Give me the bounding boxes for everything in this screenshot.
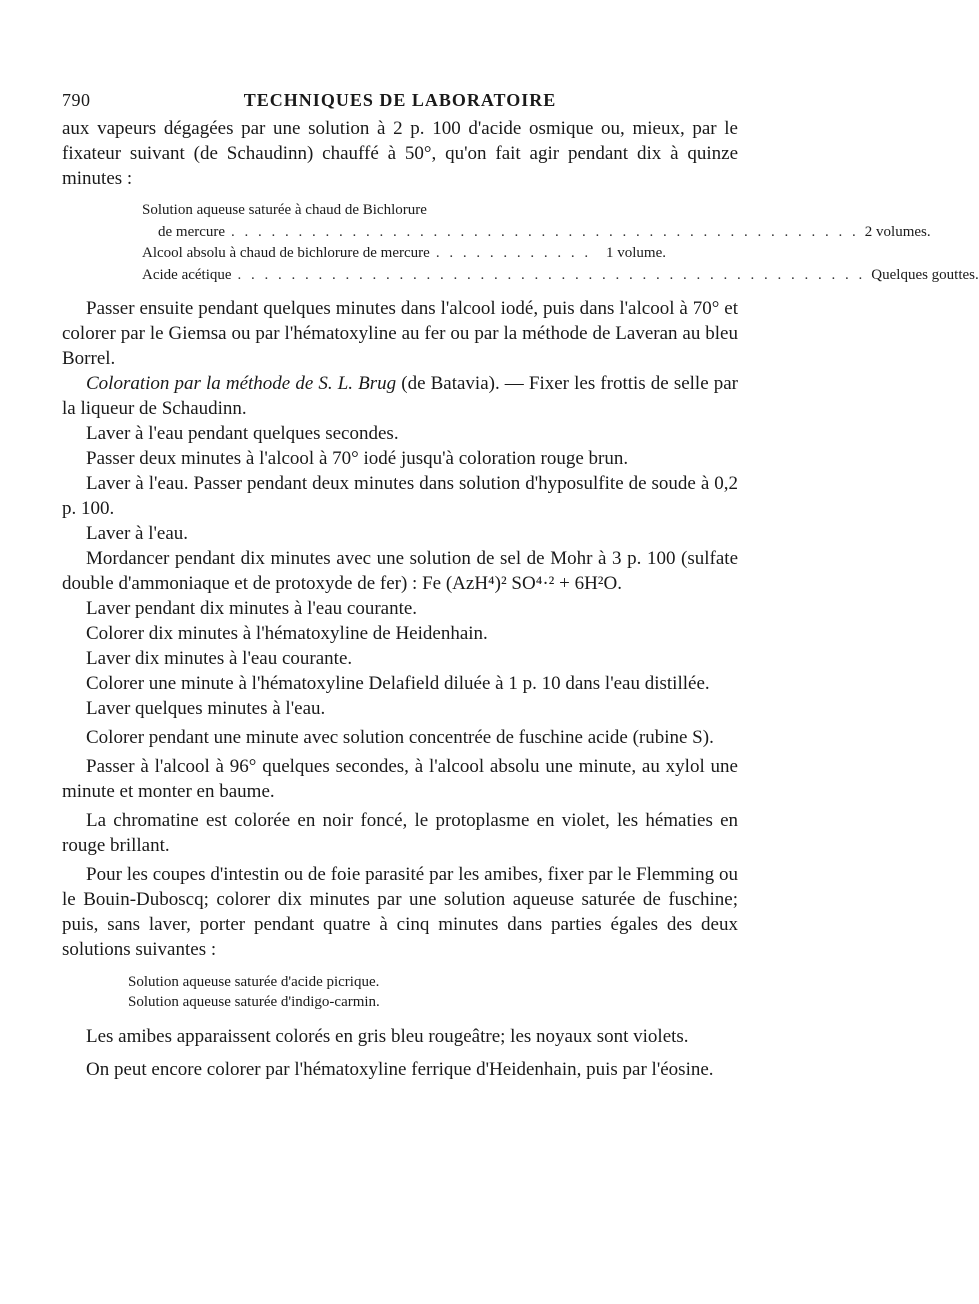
formula-row-2 <box>142 243 704 265</box>
step-9: Colorer une minute à l'hématoxyline Delafield diluée à 1 p. 10 dans l'eau distillée. <box>86 673 710 694</box>
stain-solutions <box>128 972 738 1012</box>
leader-dots: . . . . . . . . . . . . <box>435 245 592 261</box>
step-7: Colorer dix minutes à l'hématoxyline de Heidenhain. <box>86 623 488 644</box>
paragraph-iodine: Passer ensuite pendant quelques minutes dans l'alcool iodé, puis dans l'alcool à 70° et colorer par le Giemsa ou par l'hématoxyline au fer ou par la méthode de Laveran au bleu Borrel. <box>62 298 738 369</box>
solution-1: Solution aqueuse saturée d'acide picrique. <box>128 974 380 990</box>
formula-row-3-qty: Quelques gouttes. <box>871 266 979 283</box>
leader-dots: . . . . . . . . . . . . . . . . . . . . . . . . . . . . . . . . . . . . . . . . . . . . . . . <box>231 223 859 240</box>
solution-2: Solution aqueuse saturée d'indigo-carmin. <box>128 994 380 1010</box>
page-header <box>62 88 738 116</box>
step-11: Colorer pendant une minute avec solution concentrée de fuschine acide (rubine S). <box>86 727 714 748</box>
formula-row-2-qty: 1 volume. <box>606 245 666 261</box>
formula-row-2-name: Alcool absolu à chaud de bichlorure de mercure <box>142 245 430 261</box>
formula-row-3 <box>142 265 979 287</box>
schaudinn-formula <box>142 200 979 286</box>
formula-row-1-cont: de mercure <box>158 223 226 240</box>
step-13: La chromatine est colorée en noir foncé, le protoplasme en violet, les hématies en rouge brillant. <box>62 810 738 856</box>
step-10: Laver quelques minutes à l'eau. <box>86 698 326 719</box>
paragraph-brug-method <box>62 371 738 421</box>
formula-row-3-name: Acide acétique <box>142 266 232 283</box>
paragraph-intestine-sections: Pour les coupes d'intestin ou de foie parasité par les amibes, fixer par le Flemming ou le Bouin-Duboscq; colorer dix minutes par une solution aqueuse saturée de fuschine; puis, sans laver, porter pendant quatre à cinq minutes dans parties égales des deux solutions suivantes : <box>62 864 738 960</box>
step-8: Laver dix minutes à l'eau courante. <box>86 648 353 669</box>
step-2: Passer deux minutes à l'alcool à 70° iodé jusqu'à coloration rouge brun. <box>86 448 629 469</box>
formula-row-1 <box>142 222 931 244</box>
closing-paragraph-1: Les amibes apparaissent colorés en gris bleu rougeâtre; les noyaux sont violets. <box>86 1026 689 1047</box>
formula-row-1-name: Solution aqueuse saturée à chaud de Bichlorure <box>142 202 427 218</box>
running-title: TECHNIQUES DE LABORATOIRE <box>243 90 557 110</box>
method-intro: (de Batavia). — Fixer les frottis de selle par la liqueur de Schaudinn. <box>62 373 738 419</box>
step-12: Passer à l'alcool à 96° quelques secondes, à l'alcool absolu une minute, au xylol une minute et monter en baume. <box>62 756 738 802</box>
formula-row-1-qty: 2 volumes. <box>864 223 931 240</box>
step-3: Laver à l'eau. Passer pendant deux minutes dans solution d'hyposulfite de soude à 0,2 p. 100. <box>62 473 738 519</box>
leader-dots: . . . . . . . . . . . . . . . . . . . . . . . . . . . . . . . . . . . . . . . . . . . . . . . <box>237 266 866 283</box>
step-5: Mordancer pendant dix minutes avec une solution de sel de Mohr à 3 p. 100 (sulfate double d'ammoniaque et de protoxyde de fer) : Fe (AzH⁴)² SO⁴·² + 6H²O. <box>62 548 738 594</box>
page-number: 790 <box>62 90 91 110</box>
step-6: Laver pendant dix minutes à l'eau courante. <box>86 598 418 619</box>
book-page <box>62 88 979 1082</box>
closing-paragraph-2: On peut encore colorer par l'hématoxyline ferrique d'Heidenhain, puis par l'éosine. <box>86 1059 714 1080</box>
method-title: Coloration par la méthode de S. L. Brug <box>86 373 397 394</box>
intro-paragraph: aux vapeurs dégagées par une solution à 2 p. 100 d'acide osmique ou, mieux, par le fixateur suivant (de Schaudinn) chauffé à 50°, qu'on fait agir pendant dix à quinze minutes : <box>62 118 738 189</box>
step-1: Laver à l'eau pendant quelques secondes. <box>86 423 399 444</box>
step-4: Laver à l'eau. <box>86 523 189 544</box>
